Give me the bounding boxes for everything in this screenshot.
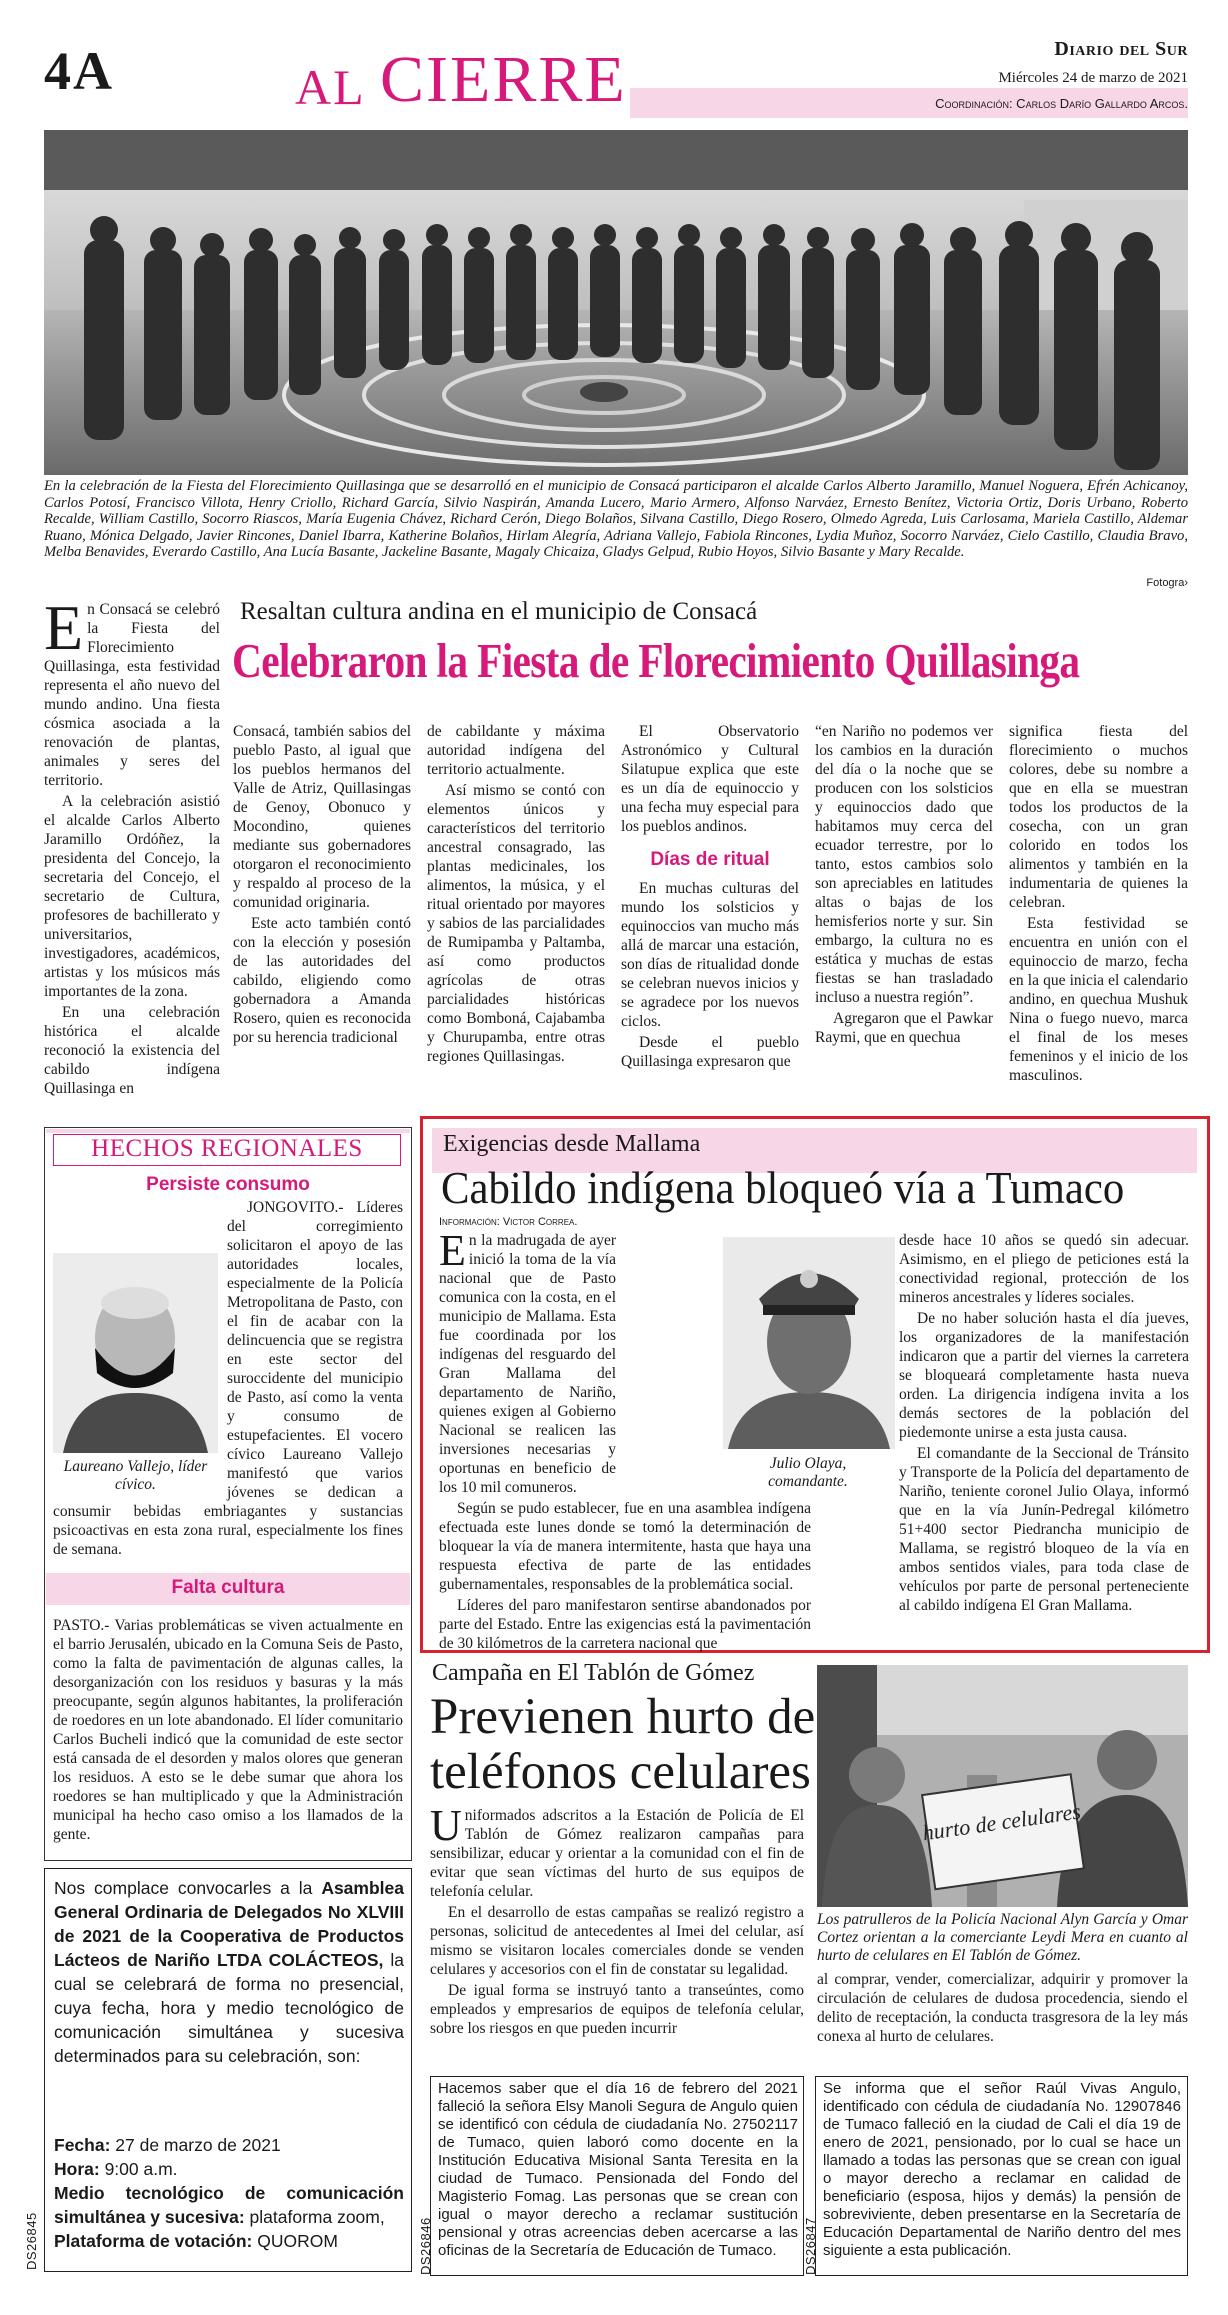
article1-headline: Celebraron la Fiesta de Florecimiento Quillasinga [232, 633, 1080, 688]
photo-credit: Fotogra› [1146, 577, 1188, 589]
article1-col3: de cabildante y máxima autoridad indígena del territorio actualmente. Así mismo se contó con elementos únicos y característicos del territorio ancestral consagrado, las plantas medicinales, los alimentos, la música, y el ritual orientado por mayores y sabios de las parcialidades de Rumipamba y Paltamba, así como productos agrícolas de otras parcialidades históricas como Bomboná, Cajabamba y Churupamba, entre otras regiones Quillasingas. [427, 723, 605, 1065]
laureano-caption: Laureano Vallejo, líder cívico. [63, 1458, 208, 1493]
ad1-code: DS26845 [24, 2212, 39, 2270]
hechos-p1: JONGOVITO.- Líderes del corregimiento solicitaron el apoyo de las autoridades locales, especialmente de la Policía Metropolitana de Pasto, con el fin de acabar con la delincuencia que se registra en este sector del suroccidente del municipio de Pasto, así como la venta y consumo de estupefacientes. El vocero cívico Laureano Vallejo manifestó que varios jóvenes se dedican a consumir bebidas embriagantes y sustancias psicoactivas en esta zona rural, especialmente los fines de semana. [53, 1199, 403, 1558]
hechos-pink-band [46, 1129, 410, 1133]
ad2-text: Hacemos saber que el día 16 de febrero del 2021 falleció la señora Elsy Manoli Segura de Angulo quien se identificó con cédula de ciudadanía No. 27502117 de Tumaco, quien laboró como docente en la Institución Educativa Misional Santa Teresita en la ciudad de Tumaco. Pensionada del Fondo del Magisterio Fomag. Las personas que se crean con igual o mayor derecho a reclamar sustitución pensional y otras acreencias deben acercarse a las oficinas de la Secretaría de Educación de Tumaco. [438, 2080, 798, 2259]
page-number: 4A [44, 41, 114, 101]
police-campaign-photo [817, 1665, 1188, 1907]
subhead-dias-de-ritual: Días de ritual [650, 849, 770, 870]
article2-box [420, 1116, 1210, 1653]
article3-photo-caption: Los patrulleros de la Policía Nacional Alyn García y Omar Cortez orientan a la comerciante Leydi Mera en cuanto al hurto de celulares en El Tablón de Gómez. [817, 1911, 1188, 1964]
subhead-persiste-consumo: Persiste consumo [146, 1174, 310, 1195]
officer-portrait [723, 1237, 895, 1449]
article2-col1: En la madrugada de ayer inició la toma de la vía nacional que de Pasto comunica con la costa, en el municipio de Mallama. Esta fue coordinada por los indígenas del resguardo del Gran Mallama del departamento de Nariño, quienes exigen al Gobierno Nacional se realicen las inversiones necesarias y oportunas en beneficio de los 10 mil comuneros. Según se pudo establecer, fue en una asamblea indígena efectuada este lunes donde se tomó la determinación de bloquear la vía de manera intermitente, hasta que haya una respuesta efectiva de parte de las entidades gubernamentales, responsables de la problemática social. Líderes del paro manifestaron sentirse abandonados por parte del Estado. Entre las exigencias está la pavimentación de 30 kilómetros de la carretera nacional que [439, 1226, 811, 1652]
ceremony-photo-illustration [44, 130, 1188, 475]
ad3-text: Se informa que el señor Raúl Vivas Angulo, identificado con cédula de ciudadanía No. 12907846 de Tumaco falleció en la ciudad de Cali el día 19 de enero de 2021, pensionado, por lo cual se hace un llamado a todas las personas que se crean con igual o mayor derecho a reclamar en calidad de beneficiario (esposa, hijos y demás) la pensión de sobreviviente, deben presentarse en la Secretaría de Educación Departamental de Nariño dentro del mes siguiente a esta publicación. [823, 2080, 1181, 2259]
article1-col6: significa fiesta del florecimiento o muchos colores, debe su nombre a que en ella se muestran todos los productos de la cosecha, con un gran colorido en todos los alimentos y también en la indumentaria de quienes la celebran. Esta festividad se encuentra en unión con el equinoccio de marzo, fecha en la que inicia el calendario andino, en quechua Mushuk Nina o fuego nuevo, marca el final de los meses femeninos y el inicio de los masculinos. [1009, 723, 1188, 1084]
article1-col2: Consacá, también sabios del pueblo Pasto, al igual que los pueblos hermanos del Valle de Atriz, Quillasingas de Genoy, Obonuco y Mocondino, quienes mediante sus gobernadores otorgaron el reconocimiento y respaldo al proceso de la comunidad originaria. Este acto también contó con la elección y posesión de las autoridades del cabildo, eligiendo como gobernadora a Amanda Rosero, quien es reconocida por su herencia tradicional [233, 723, 411, 1046]
ad1-body: Nos complace convocarles a la Asamblea General Ordinaria de Delegados No XLVIII de 2021 de la Cooperativa de Productos Lácteos de Nariño LTDA COLÁCTEOS, la cual se celebrará de forma no presencial, cuya fecha, hora y medio tecnológico de comunicación simultánea y sucesiva determinados para su celebración, son: [54, 1878, 404, 2066]
article2-col3: desde hace 10 años se quedó sin adecuar. Asimismo, en el pliego de peticiones está la conectividad regional, protección de los mineros ancestrales y líderes sociales. De no haber solución hasta el día jueves, los organizadores de la manifestación indicaron que a partir del viernes la carretera se bloqueará completamente hasta nueva orden. La dirigencia indígena invita a los demás sectores de la población del piedemonte unirse a esta justa causa. El comandante de la Seccional de Tránsito y Transporte de la Policía del departamento de Nariño, teniente coronel Julio Olaya, informó que en la vía Junín-Pedregal kilómetro 51+400 sector Piedrancha municipio de Mallama, se registró bloqueo de la vía en ambos sentidos viales, para toda clase de vehículos por parte de personal perteneciente al cabildo indígena El Gran Mallama. [899, 1232, 1189, 1614]
article3-photo [817, 1665, 1188, 1907]
newspaper-name: Diario del Sur [1054, 38, 1188, 60]
campaign-sign-text: hurto de celulares [921, 1798, 1083, 1846]
ad3-code: DS26847 [803, 2217, 818, 2275]
article1-col1: En Consacá se celebró la Fiesta del Florecimiento Quillasinga, esta festividad representa el año nuevo del mundo andino. Una fiesta cósmica asociada a la renovación de plantas, animales y seres del territorio. A la celebración asistió el alcalde Carlos Alberto Jaramillo Ordóñez, la presidenta del Concejo, la secretaria del Concejo, el secretario de Cultura, profesores de bachillerato y universitarios, investigadores, académicos, artistas y los músicos más importantes de la zona. En una celebración histórica el alcalde reconoció la existencia del cabildo indígena Quillasinga en [44, 592, 220, 1097]
section-cierre: CIERRE [380, 43, 627, 116]
article2-kicker: Exigencias desde Mallama [443, 1131, 701, 1157]
hechos-title: HECHOS REGIONALES [53, 1134, 401, 1166]
dropcap: E [439, 1226, 466, 1275]
ad2-code: DS26846 [418, 2217, 433, 2275]
coordination: Coordinación: Carlos Darío Gallardo Arcos. [935, 96, 1188, 111]
article2-headline: Cabildo indígena bloqueó vía a Tumaco [441, 1162, 1125, 1213]
article3-col1: Uniformados adscritos a la Estación de Policía de El Tablón de Gómez realizaron campañas para sensibilizar, educar y orientar a la comunidad con el fin de evitar que sean víctimas del hurto de sus equipos de telefonía celular. En el desarrollo de estas campañas se realizó registro a personas, solicitud de antecedentes al Imei del celular, así mismo se visitaron locales comerciales donde se venden celulares y accesorios con el fin de constatar su legalidad. De igual forma se instruyó tanto a transeúntes, como empleados y empresarios de equipos de telefonía celular, sobre los riesgos en que pueden incurrir [430, 1801, 804, 2037]
hechos-p2: PASTO.- Varias problemáticas se viven actualmente en el barrio Jerusalén, ubicado en la Comuna Seis de Pasto, como la falta de pavimentación de algunas calles, la desorganización con los residuos y basuras y la más preocupante, según algunos habitantes, la proliferación de roedores en un lote abandonado. El líder comunitario Carlos Bucheli indicó que la comunidad de este sector está cansada de el desorden y malos olores que generan los residuos. A esto se le debe sumar que ahora los roedores se han multiplicado y que la Administración municipal ha hecho caso omiso a los llamados de la gente. [53, 1617, 403, 1843]
date: Miércoles 24 de marzo de 2021 [998, 70, 1188, 86]
section-al: AL [295, 59, 366, 115]
subhead-falta-cultura: Falta cultura [171, 1577, 285, 1598]
article1-col5: “en Nariño no podemos ver los cambios en la duración del día o la noche que se producen con los solsticios y equinoccios dado que habitamos muy cerca del ecuador terrestre, por lo tanto, estos cambios solo son apreciables en latitudes altas o bajas de los hemisferios norte y sur. Sin embargo, la cultura no es estática y muchas de estas fiestas se han trasladado incluso a nuestra región”. Agregaron que el Pawkar Raymi, que en quechua [815, 723, 993, 1046]
article3-col2: al comprar, vender, comercializar, adquirir y promover la circulación de celulares de dudosa procedencia, siendo el delito de receptación, la conducta trasgresora de la ley más conexa al hurto de celulares. [817, 1971, 1188, 2045]
julio-olaya-photo [723, 1237, 895, 1449]
julio-olaya-caption: Julio Olaya, comandante. [768, 1455, 848, 1490]
article1-col4: El Observatorio Astronómico y Cultural Silatupue explica que este es un día de equinoccio y una fecha muy especial para los pueblos andinos. Días de ritual En muchas culturas del mundo los solsticios y equinoccios van mucho más allá de marcar una estación, son días de ritualidad donde se celebran nuevos inicios y se agradece por los nuevos ciclos. Desde el pueblo Quillasinga expresaron que [621, 723, 799, 1070]
hechos-regionales-box [44, 1127, 412, 1861]
article3-headline: Previenen hurto de teléfonos celulares [430, 1689, 816, 1800]
article3-kicker: Campaña en El Tablón de Gómez [432, 1660, 755, 1686]
dropcap: U [430, 1801, 462, 1850]
ad1-details: Fecha: 27 de marzo de 2021 Hora: 9:00 a.m. Medio tecnológico de comunicación simultánea y sucesiva: plataforma zoom, Plataforma de votación: QUOROM [54, 2135, 404, 2251]
section-title [295, 28, 627, 118]
dropcap: E [44, 592, 84, 663]
article2-byline: Información: Victor Correa. [439, 1216, 578, 1228]
top-photo-caption: En la celebración de la Fiesta del Florecimiento Quillasinga que se desarrolló en el municipio de Consacá participaron el alcalde Carlos Alberto Jaramillo, Manuel Noguera, Efrén Achicanoy, Carlos Potosí, Francisco Villota, Henry Criollo, Richard García, Silvio Naspirán, Amanda Lucero, Mario Armero, Alfonso Narváez, Ernesto Benítez, Victoria Ortiz, Doris Urbano, Roberto Recalde, William Castillo, Socorro Riascos, María Eugenia Chávez, Richard Cerón, Diego Bolaños, Silvana Castillo, Diego Rosero, Olmedo Agreda, Luis Carlosama, Mariela Castillo, Aldemar Ruano, Mónica Delgado, Javier Rincones, Daniel Ibarra, Katherine Bolaños, Hirlam Alegría, Adriana Vallejo, Fabiola Rincones, Lydia Muñoz, Socorro Narváez, Cielo Castillo, Claudia Bravo, Melba Benavides, Everardo Castillo, Ana Lucía Basante, Jackeline Basante, Magaly Chicaiza, Gladys Gelpud, Rubio Hoyos, Silvio Basante y Mary Recalde. [44, 478, 1188, 560]
top-photo [44, 130, 1188, 475]
article1-kicker: Resaltan cultura andina en el municipio de Consacá [240, 598, 758, 625]
